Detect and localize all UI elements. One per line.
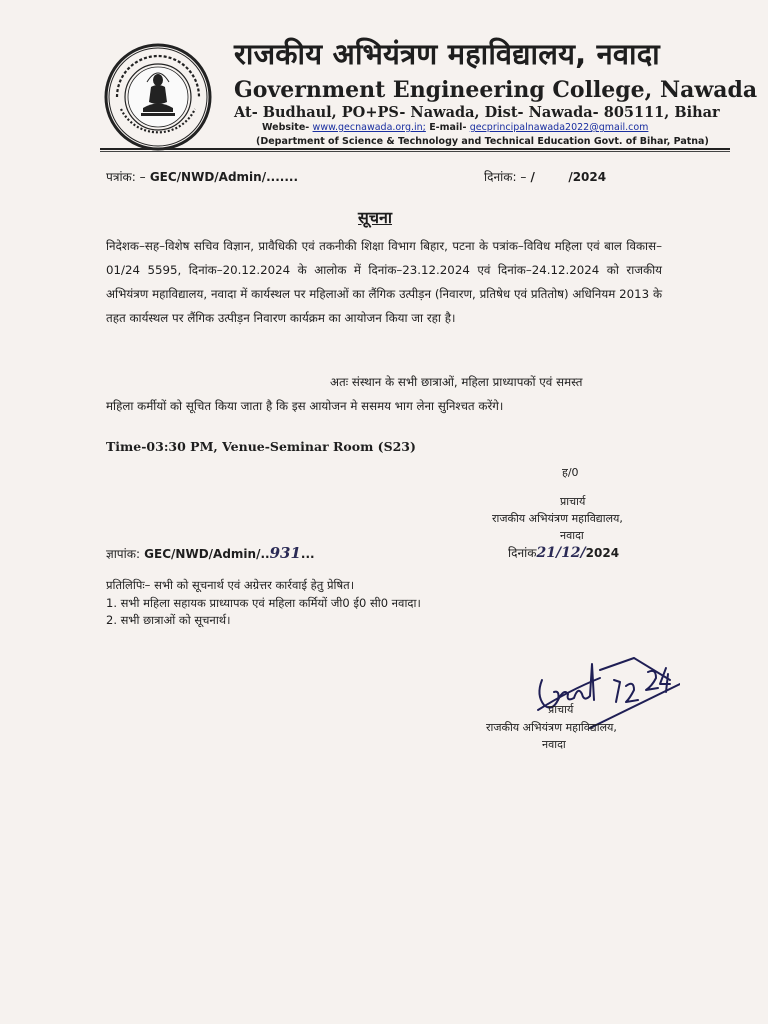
copy-item: 1. सभी महिला सहायक प्राध्यापक एवं महिला कर्मियों जी0 ई0 सी0 नवादा।: [106, 596, 421, 610]
college-name-english: Government Engineering College, Nawada: [234, 77, 758, 103]
principal-place-2: नवादा: [542, 738, 566, 751]
email-label: E-mail-: [429, 122, 467, 133]
department-line: (Department of Science & Technology and Technical Education Govt. of Bihar, Patna): [256, 136, 709, 147]
website-label: Website-: [262, 122, 310, 133]
signed-mark: ह/0: [562, 466, 579, 479]
letter-date: [484, 168, 606, 185]
header-divider-thin: [100, 151, 730, 152]
college-name-hindi: राजकीय अभियंत्रण महाविद्यालय, नवादा: [234, 37, 660, 71]
dispatch-number-prefix: GEC/NWD/Admin/..: [144, 547, 270, 561]
email-link[interactable]: gecprincipalnawada2022@gmail.com: [469, 122, 649, 133]
notice-paragraph-2-line-1: अतः संस्थान के सभी छात्राओं, महिला प्राध्यापकों एवं समस्त: [330, 375, 583, 389]
notice-title: सूचना: [358, 208, 393, 227]
dispatch-date-year: 2024: [585, 546, 620, 560]
letter-date-value: / /2024: [530, 170, 607, 184]
copy-item: 2. सभी छात्राओं को सूचनार्थ।: [106, 613, 231, 627]
header-divider: [100, 148, 730, 150]
notice-paragraph-1: निदेशक–सह–विशेष सचिव विज्ञान, प्रावैधिकी एवं तकनीकी शिक्षा विभाग बिहार, पटना के पत्रांक–विविध महिला एवं बाल विकास–01/24 5595, दिनांक–20.12.2024 के आलोक में दिनांक–23.12.2024 एवं दिनांक–24.12.2024 को राजकीय अभियंत्रण महाविद्यालय, नवादा में कार्यस्थल पर महिलाओं का लैंगिक उत्पीड़न (निवारण, प्रतिषेध एवं प्रतितोष) अधिनियम 2013 के तहत कार्यस्थल पर लैंगिक उत्पीड़न निवारण कार्यक्रम का आयोजन किया जा रहा है।: [106, 239, 662, 325]
letter-number-value: GEC/NWD/Admin/.......: [149, 170, 299, 184]
letter-number-label: पत्रांक: –: [106, 170, 146, 184]
notice-paragraph-2-line-2: महिला कर्मीयों को सूचित किया जाता है कि इस आयोजन मे ससमय भाग लेना सुनिश्चत करेंगे।: [106, 399, 504, 413]
dispatch-date-handwritten: 21/12/: [536, 545, 586, 561]
dispatch-number: [106, 544, 315, 562]
principal-designation: प्राचार्य: [560, 495, 586, 508]
principal-place: नवादा: [560, 529, 584, 542]
principal-designation-2: प्राचार्य: [548, 703, 574, 716]
dispatch-number-label: ज्ञापांक:: [106, 547, 140, 561]
dispatch-date: [508, 544, 619, 561]
copy-heading: प्रतिलिपिः– सभी को सूचनार्थ एवं अग्रेत्तर कार्रवाई हेतु प्रेषित।: [106, 578, 355, 592]
dispatch-date-label: दिनांक: [508, 546, 537, 560]
principal-institution: राजकीय अभियंत्रण महाविद्यालय,: [492, 512, 623, 525]
contact-line: [262, 122, 648, 133]
letter-number: [106, 168, 298, 185]
dispatch-number-handwritten: 931: [269, 544, 301, 562]
college-address: At- Budhaul, PO+PS- Nawada, Dist- Nawada- 805111, Bihar: [234, 104, 720, 121]
college-seal-icon: [103, 42, 213, 152]
time-venue: Time-03:30 PM, Venue-Seminar Room (S23): [106, 439, 416, 454]
dispatch-number-suffix: ...: [300, 547, 315, 561]
principal-institution-2: राजकीय अभियंत्रण महाविद्यालय,: [486, 721, 617, 734]
website-link[interactable]: www.gecnawada.org.in;: [312, 122, 426, 133]
letter-date-label: दिनांक: –: [484, 170, 527, 184]
